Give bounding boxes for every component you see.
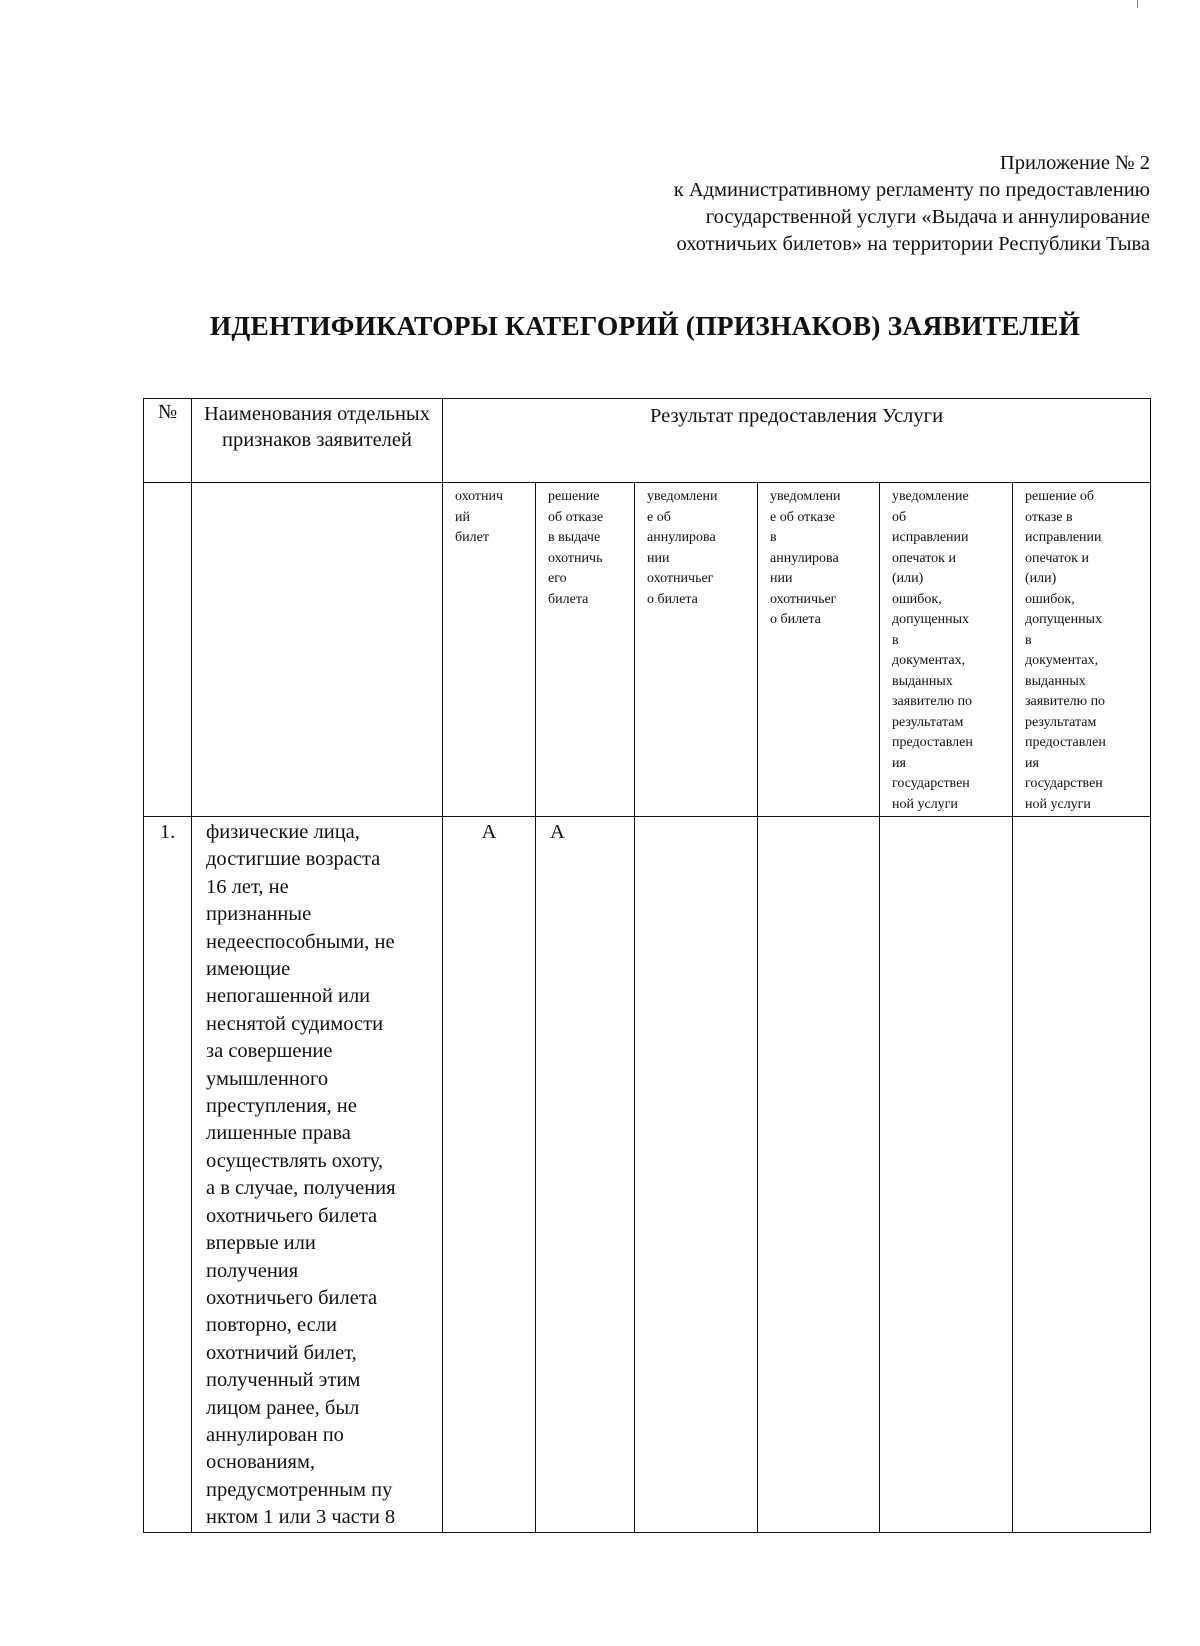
row-mark-correction-notice: [880, 817, 1013, 1533]
subheader-empty-name: [192, 483, 443, 817]
row-mark-hunting-ticket: А: [443, 817, 536, 1533]
scan-speck: [1137, 0, 1138, 8]
row-mark-correction-refusal: [1013, 817, 1151, 1533]
row-mark-refusal-issue: А: [536, 817, 635, 1533]
row-description: физические лица, достигшие возраста 16 лет, не признанные недееспособными, не имеющие непогашенной или неснятой судимости за совершение умышленного преступления, не лишенные права осуществлять охоту, а в случае, получения охотничьего билета впервые или получения охотничьего билета повторно, если охотничий билет, полученный этим лицом ранее, был аннулирован по основаниям, предусмотренным пу нктом 1 или 3 части 8: [192, 817, 443, 1533]
subheader-cancellation-refusal-notice: уведомлени е об отказе в аннулирова нии охотничьег о билета: [758, 483, 880, 817]
subheader-cancellation-notice: уведомлени е об аннулирова нии охотничьег о билета: [635, 483, 758, 817]
header-row: [144, 399, 1151, 483]
appendix-line: Приложение № 2: [999, 152, 1150, 174]
applicant-categories-table: [143, 398, 1151, 1533]
appendix-line: охотничьих билетов» на территории Республики Тыва: [676, 233, 1150, 255]
subheader-refusal-issue: решение об отказе в выдаче охотничь его билета: [536, 483, 635, 817]
subheader-row: [144, 483, 1151, 817]
appendix-line: государственной услуги «Выдача и аннулирование: [705, 206, 1150, 228]
row-number: 1.: [144, 817, 192, 1533]
appendix-line: к Административному регламенту по предоставлению: [673, 179, 1150, 201]
subheader-empty-num: [144, 483, 192, 817]
header-name: Наименования отдельных признаков заявителей: [192, 399, 443, 483]
table-row: [144, 817, 1151, 1533]
subheader-correction-refusal: решение об отказе в исправлении опечаток и (или) ошибок, допущенных в документах, выданных заявителю по результатам предоставлен ия государствен ной услуги: [1013, 483, 1151, 817]
document-title: ИДЕНТИФИКАТОРЫ КАТЕГОРИЙ (ПРИЗНАКОВ) ЗАЯВИТЕЛЕЙ: [209, 310, 1081, 341]
appendix-note: [674, 150, 1150, 258]
subheader-hunting-ticket: охотнич ий билет: [443, 483, 536, 817]
subheader-correction-notice: уведомление об исправлении опечаток и (или) ошибок, допущенных в документах, выданных заявителю по результатам предоставлен ия государствен ной услуги: [880, 483, 1013, 817]
row-mark-cancellation-notice: [635, 817, 758, 1533]
header-num: №: [144, 399, 192, 483]
row-mark-cancellation-refusal: [758, 817, 880, 1533]
header-result: Результат предоставления Услуги: [443, 399, 1151, 483]
